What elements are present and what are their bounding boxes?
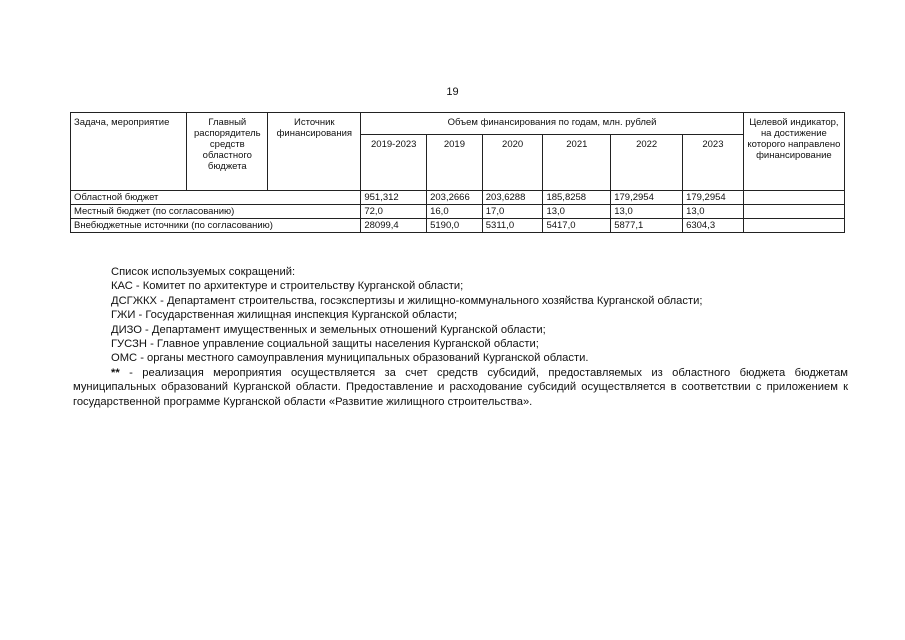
abbreviation-item: КАС - Комитет по архитектуре и строительству Курганской области; — [111, 280, 464, 293]
table-cell: 6304,3 — [683, 219, 744, 233]
table-cell: 72,0 — [361, 205, 427, 219]
row-label: Областной бюджет — [71, 191, 361, 205]
table-row — [71, 205, 845, 219]
footnote-text: - реализация мероприятия осуществляется за счет средств субсидий, предоставляемых из областного бюджета бюджетам муниципальных образований Курганской области. Предоставление и расходование субсидий осуществляется в соответствии с приложением к государственной программе Курганской области «Развитие жилищного строительства». — [73, 366, 848, 408]
abbreviation-item: ГУСЗН - Главное управление социальной защиты населения Курганской области; — [111, 338, 539, 351]
table-cell: 951,312 — [361, 191, 427, 205]
header-source: Источник финансирования — [268, 113, 361, 191]
financing-table — [70, 112, 845, 233]
table-cell: 185,8258 — [543, 191, 611, 205]
header-target: Целевой индикатор, на достижение которого направлено финансирование — [743, 113, 844, 191]
table-cell: 17,0 — [482, 205, 543, 219]
table-cell: 13,0 — [611, 205, 683, 219]
year-header: 2019-2023 — [361, 135, 427, 191]
header-manager: Главный распорядитель средств областного бюджета — [187, 113, 268, 191]
target-cell — [743, 219, 844, 233]
footnote-mark: ** — [111, 366, 120, 379]
table-row — [71, 191, 845, 205]
table-cell: 28099,4 — [361, 219, 427, 233]
year-header: 2023 — [683, 135, 744, 191]
abbreviation-item: ОМС - органы местного самоуправления муниципальных образований Курганской области. — [111, 352, 589, 365]
table-cell: 5417,0 — [543, 219, 611, 233]
table-cell: 13,0 — [683, 205, 744, 219]
table-cell: 5311,0 — [482, 219, 543, 233]
table-cell: 203,2666 — [427, 191, 483, 205]
row-label: Местный бюджет (по согласованию) — [71, 205, 361, 219]
year-header: 2020 — [482, 135, 543, 191]
table-cell: 203,6288 — [482, 191, 543, 205]
abbreviations-section — [73, 265, 848, 409]
header-task: Задача, мероприятие — [71, 113, 187, 191]
abbreviation-item: ДИЗО - Департамент имущественных и земельных отношений Курганской области; — [111, 323, 546, 336]
year-header: 2021 — [543, 135, 611, 191]
target-cell — [743, 191, 844, 205]
abbreviation-item: ГЖИ - Государственная жилищная инспекция Курганской области; — [111, 309, 458, 322]
row-label: Внебюджетные источники (по согласованию) — [71, 219, 361, 233]
table-cell: 13,0 — [543, 205, 611, 219]
table-row — [71, 219, 845, 233]
table-cell: 179,2954 — [611, 191, 683, 205]
table-cell: 179,2954 — [683, 191, 744, 205]
target-cell — [743, 205, 844, 219]
year-header: 2019 — [427, 135, 483, 191]
page-number: 19 — [446, 86, 459, 98]
table-cell: 5877,1 — [611, 219, 683, 233]
header-volume: Объем финансирования по годам, млн. рублей — [361, 113, 743, 135]
abbreviation-item: ДСГЖКХ - Департамент строительства, госэкспертизы и жилищно-коммунального хозяйства Курганской области; — [111, 294, 703, 307]
table-cell: 5190,0 — [427, 219, 483, 233]
footnote — [73, 366, 848, 409]
year-header: 2022 — [611, 135, 683, 191]
table-cell: 16,0 — [427, 205, 483, 219]
header-row — [71, 113, 845, 135]
abbreviations-title: Список используемых сокращений: — [111, 266, 296, 278]
